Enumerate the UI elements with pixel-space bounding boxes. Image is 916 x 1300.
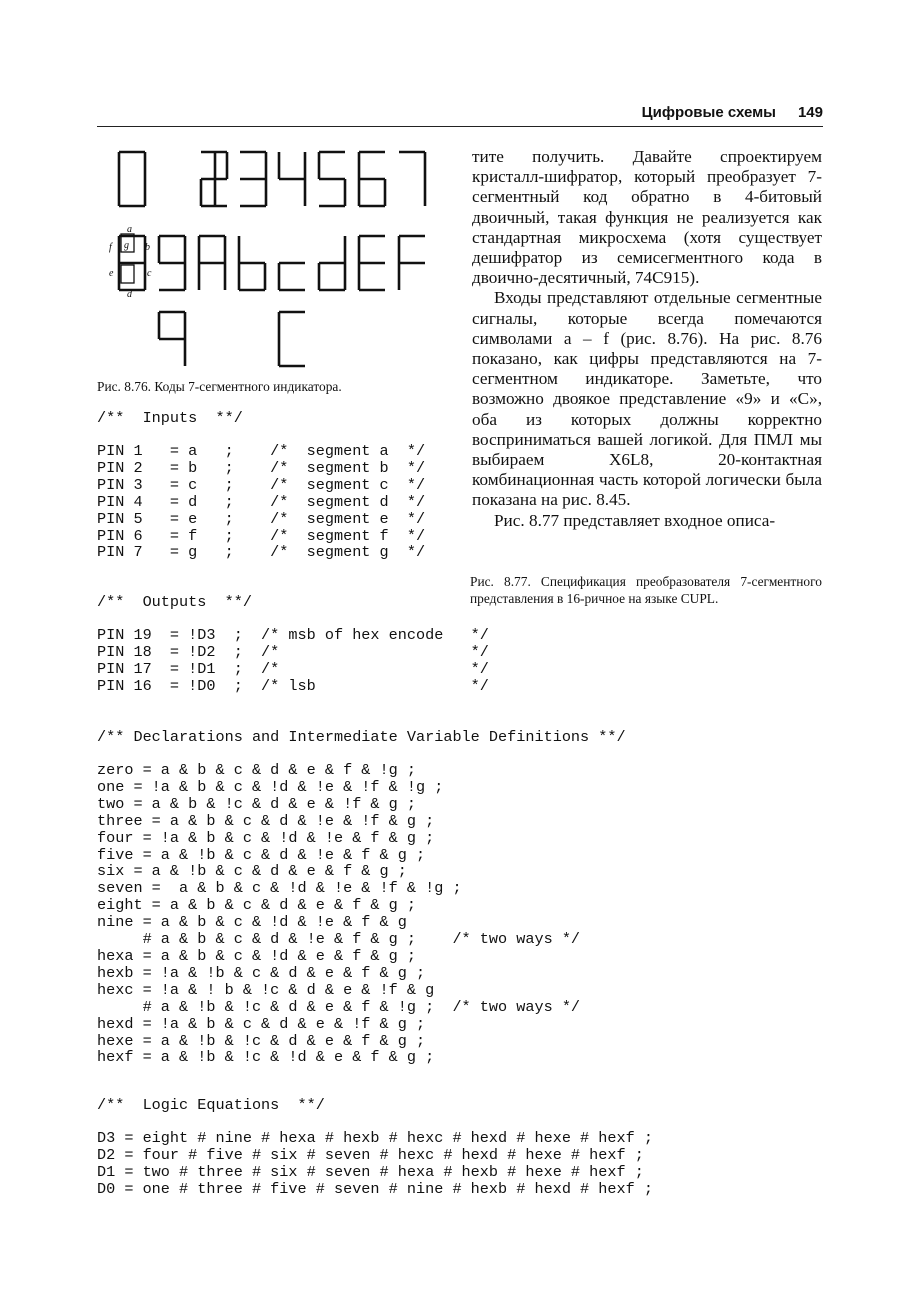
code-line: PIN 5 = e ; /* segment e */ xyxy=(97,509,426,528)
code-line: PIN 4 = d ; /* segment d */ xyxy=(97,492,426,511)
seven-segment-digit xyxy=(359,236,385,290)
seven-segment-digit xyxy=(119,236,145,290)
code-line: three = a & b & c & d & !e & !f & g ; xyxy=(97,811,435,830)
code-line: PIN 7 = g ; /* segment g */ xyxy=(97,543,426,562)
segment-label-d: d xyxy=(127,289,132,300)
seven-segment-digit xyxy=(319,236,345,290)
label-box-c xyxy=(121,265,134,283)
declarations-header: /** Declarations and Intermediate Variable Definitions **/ xyxy=(97,728,626,746)
seven-segment-digit xyxy=(279,263,305,290)
code-line: # a & b & c & d & !e & f & g ; /* two ways */ xyxy=(97,930,581,949)
code-line: seven = a & b & c & !d & !e & !f & !g ; xyxy=(97,879,462,898)
header-rule xyxy=(97,126,823,127)
code-line: hexb = !a & !b & c & d & e & f & g ; xyxy=(97,963,426,982)
code-line: D1 = two # three # six # seven # hexa # hexb # hexe # hexf ; xyxy=(97,1162,644,1181)
seven-segment-digit xyxy=(359,152,385,206)
outputs-block xyxy=(97,627,489,695)
code-line: # a & !b & !c & d & e & f & !g ; /* two ways */ xyxy=(97,997,581,1016)
code-line: five = a & !b & c & d & !e & f & g ; xyxy=(97,845,426,864)
declarations-block xyxy=(97,762,580,1066)
page-number: 149 xyxy=(797,104,823,121)
code-line: PIN 1 = a ; /* segment a */ xyxy=(97,442,426,460)
paragraph-2: Входы представляют отдельные сегментные сигналы, которые всегда помечаются символами a – f (рис. 8.76). На рис. 8.76 показано, как цифры представляются на 7-сегментном индикаторе. Заметьте, что возможно двоякое представление «9» и «С», оба из которых должны корректно восприниматься вашей логикой. Для ПМЛ мы выбираем X6L8, 20-контактная комбинационная часть которой логически была показана на рис. 8.45. xyxy=(472,288,822,510)
right-column-text xyxy=(472,147,822,531)
figure-876-caption: Рис. 8.76. Коды 7-сегментного индикатора. xyxy=(97,379,342,394)
seven-segment-digit xyxy=(159,236,185,290)
code-line: D2 = four # five # six # seven # hexc # hexd # hexe # hexf ; xyxy=(97,1145,644,1164)
code-line: PIN 17 = !D1 ; /* */ xyxy=(97,659,489,678)
code-line: hexf = a & !b & !c & !d & e & f & g ; xyxy=(97,1048,435,1067)
seven-segment-digit xyxy=(199,236,225,290)
code-line: hexe = a & !b & !c & d & e & f & g ; xyxy=(97,1031,426,1050)
code-line: D0 = one # three # five # seven # nine # hexb # hexd # hexf ; xyxy=(97,1179,653,1198)
running-header-title: Цифровые схемы xyxy=(641,104,776,121)
code-line: eight = a & b & c & d & e & f & g ; xyxy=(97,896,416,915)
code-line: hexa = a & b & c & !d & e & f & g ; xyxy=(97,946,416,965)
code-line: six = a & !b & c & d & e & f & g ; xyxy=(97,862,407,881)
code-line: hexd = !a & b & c & d & e & !f & g ; xyxy=(97,1014,426,1033)
logic-block xyxy=(97,1130,653,1198)
seven-segment-digit xyxy=(240,152,266,206)
code-line: hexc = !a & ! b & !c & d & e & !f & g xyxy=(97,980,435,999)
inputs-header: /** Inputs **/ xyxy=(97,409,243,427)
outputs-header: /** Outputs **/ xyxy=(97,593,252,611)
seven-segment-digit xyxy=(399,236,425,290)
paragraph-3: Рис. 8.77 представляет входное описа- xyxy=(494,510,776,530)
code-line: PIN 16 = !D0 ; /* lsb */ xyxy=(97,676,489,695)
seven-segment-glyphs xyxy=(119,152,425,366)
segment-label-c: c xyxy=(147,268,152,279)
code-line: PIN 6 = f ; /* segment f */ xyxy=(97,526,426,545)
segment-label-f: f xyxy=(109,242,112,253)
seven-segment-digit xyxy=(239,236,265,290)
figure-877-caption: Рис. 8.77. Спецификация преобразователя 7-сегментного представления в 16-ричное на языке CUPL. xyxy=(470,574,822,606)
inputs-block xyxy=(97,443,425,561)
logic-header: /** Logic Equations **/ xyxy=(97,1096,325,1114)
seven-segment-digit xyxy=(159,312,185,366)
code-line: PIN 18 = !D2 ; /* */ xyxy=(97,642,489,661)
code-line: PIN 2 = b ; /* segment b */ xyxy=(97,458,426,477)
seven-segment-digit xyxy=(399,152,425,206)
code-line: D3 = eight # nine # hexa # hexb # hexc # hexd # hexe # hexf ; xyxy=(97,1129,653,1147)
seven-segment-digit xyxy=(279,312,305,366)
seven-segment-digit xyxy=(119,152,145,206)
seven-segment-digit xyxy=(279,152,305,206)
segment-label-a: a xyxy=(127,224,132,235)
seven-segment-figure xyxy=(97,140,437,375)
code-line: two = a & b & !c & d & e & !f & g ; xyxy=(97,794,416,813)
segment-label-e: e xyxy=(109,268,114,279)
segment-label-g: g xyxy=(124,240,129,251)
code-line: zero = a & b & c & d & e & f & !g ; xyxy=(97,761,416,779)
seven-segment-digit xyxy=(319,152,345,206)
code-line: four = !a & b & c & !d & !e & f & g ; xyxy=(97,828,435,847)
paragraph-1: тите получить. Давайте спроектируем кристалл-шифратор, который преобразует 7-сегментный код обратно в 4-битовый двоичный, такая функция не реализуется как стандартная микросхема (хотя существует дешифратор из семисегментного кода в двоично-десятичный, 74C915). xyxy=(472,147,822,288)
segment-label-b: b xyxy=(145,242,150,253)
code-line: PIN 19 = !D3 ; /* msb of hex encode */ xyxy=(97,626,489,644)
code-line: PIN 3 = c ; /* segment c */ xyxy=(97,475,426,494)
code-line: one = !a & b & c & !d & !e & !f & !g ; xyxy=(97,777,444,796)
code-line: nine = a & b & c & !d & !e & f & g xyxy=(97,913,407,932)
